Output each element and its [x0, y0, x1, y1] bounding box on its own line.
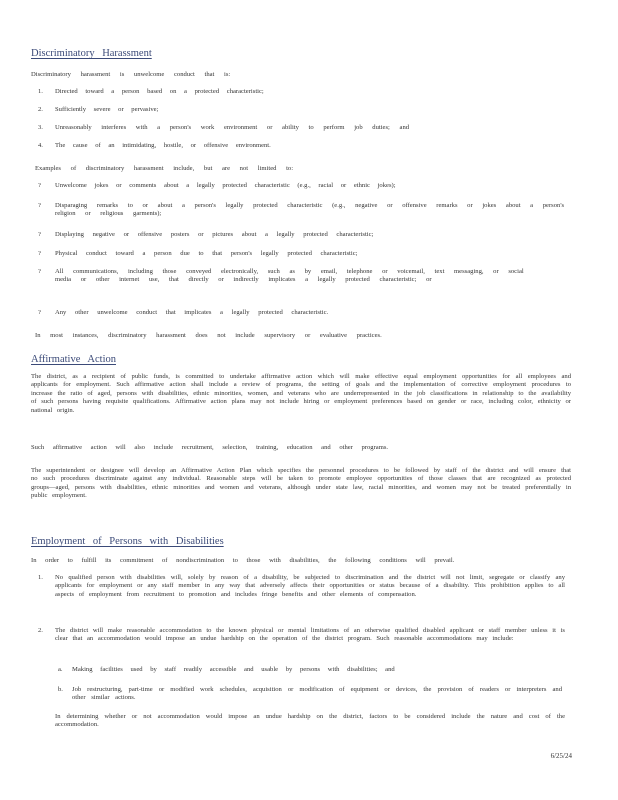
- list-item: Sufficiently severe or pervasive;: [55, 106, 159, 113]
- bullet-item: Unwelcome jokes or comments about a legally protected characteristic (e.g., racial or ethnic jokes);: [55, 182, 396, 189]
- examples-intro: Examples of discriminatory harassment include, but are not limited to:: [35, 165, 294, 172]
- section-heading-harassment: Discriminatory Harassment: [31, 48, 152, 59]
- bullet-item: Disparaging remarks to or about a person's legally protected characteristic (e.g., negative or offensive remarks or jokes about a person's religion or religious garments);: [55, 202, 565, 218]
- list-number: 1.: [38, 88, 43, 95]
- bullet-mark: ?: [38, 231, 41, 238]
- list-number: 2.: [38, 106, 43, 113]
- section-heading-disabilities: Employment of Persons with Disabilities: [31, 536, 224, 547]
- harassment-intro: Discriminatory harassment is unwelcome conduct that is:: [31, 71, 231, 78]
- affirmative-paragraph-2: The superintendent or designee will develop an Affirmative Action Plan which specifies the personnel procedures to be followed by staff of the district and will ensure that no such procedures discriminate against any individual. Reasonable steps will be taken to promote employee opportunities of those classes that are recognized as protected groups—aged, persons with disabilities, ethnic minorities and women and veterans, although under state law, racial minorities, and women may not be treated preferentially in public employment.: [31, 467, 571, 500]
- list-number: 4.: [38, 142, 43, 149]
- harassment-closing: In most instances, discriminatory harassment does not include supervisory or evaluative practices.: [35, 332, 382, 339]
- list-number: 3.: [38, 124, 43, 131]
- footer-date: 6/25/24: [550, 752, 572, 760]
- section-heading-affirmative: Affirmative Action: [31, 354, 116, 365]
- disabilities-closing: In determining whether or not accommodation would impose an undue hardship on the district, factors to be considered include the nature and cost of the accommodation.: [55, 713, 565, 729]
- bullet-item: Physical conduct toward a person due to that person's legally protected characteristic;: [55, 250, 358, 257]
- disabilities-item-2: The district will make reasonable accommodation to the known physical or mental limitations of an otherwise qualified disabled applicant or staff member unless it is clear that an accommodation would impose an undue hardship on the operation of the district program. Such reasonable accommodations may include:: [55, 627, 565, 643]
- bullet-item: All communications, including those conveyed electronically, such as by email, telephone or voicemail, text messaging, or social media or other internet use, that directly or indirectly implicates a legally protected characteristic; or: [55, 268, 524, 284]
- disabilities-item-1: No qualified person with disabilities will, solely by reason of a disability, be subjected to discrimination and the district will not limit, segregate or classify any applicants for employment or any staff member in any way that adversely affects their opportunities or status because of a disability. This prohibition applies to all aspects of employment from recruitment to promotion and includes fringe benefits and other elements of compensation.: [55, 574, 565, 598]
- disabilities-intro: In order to fulfill its commitment of nondiscrimination to those with disabilities, the following conditions will prevail.: [31, 557, 455, 564]
- sub-list-letter: b.: [58, 686, 63, 693]
- list-item: The cause of an intimidating, hostile, or offensive environment.: [55, 142, 271, 149]
- list-item: Unreasonably interferes with a person's work environment or ability to perform job duties; and: [55, 124, 410, 131]
- sub-list-item: Making facilities used by staff readily accessible and usable by persons with disabilities; and: [72, 666, 395, 673]
- bullet-mark: ?: [38, 202, 41, 209]
- list-item: Directed toward a person based on a protected characteristic;: [55, 88, 264, 95]
- bullet-item: Any other unwelcome conduct that implicates a legally protected characteristic.: [55, 309, 329, 316]
- list-number: 2.: [38, 627, 43, 634]
- sub-list-letter: a.: [58, 666, 63, 673]
- bullet-mark: ?: [38, 268, 41, 275]
- bullet-item: Displaying negative or offensive posters or pictures about a legally protected characteristic;: [55, 231, 374, 238]
- affirmative-paragraph-1: The district, as a recipient of public funds, is committed to undertake affirmative action which will make effective equal employment opportunities for all employees and applicants for employment. Such affirmative action shall include a review of programs, the setting of goals and the implementation of corrective employment procedures to increase the ratio of aged, persons with disabilities, ethnic minorities, women, and veterans who are underrepresented in the job classifications in relationship to the availability of such persons having requisite qualifications. Affirmative action plans may not include hiring or employment preferences based on gender or race, including color, ethnicity or national origin.: [31, 373, 571, 414]
- sub-list-item: Job restructuring, part-time or modified work schedules, acquisition or modification of equipment or devices, the provision of readers or interpreters and other similar actions.: [72, 686, 562, 702]
- affirmative-paragraph-1-last: Such affirmative action will also include recruitment, selection, training, education and other programs.: [31, 444, 389, 451]
- bullet-mark: ?: [38, 182, 41, 189]
- bullet-mark: ?: [38, 309, 41, 316]
- bullet-mark: ?: [38, 250, 41, 257]
- list-number: 1.: [38, 574, 43, 581]
